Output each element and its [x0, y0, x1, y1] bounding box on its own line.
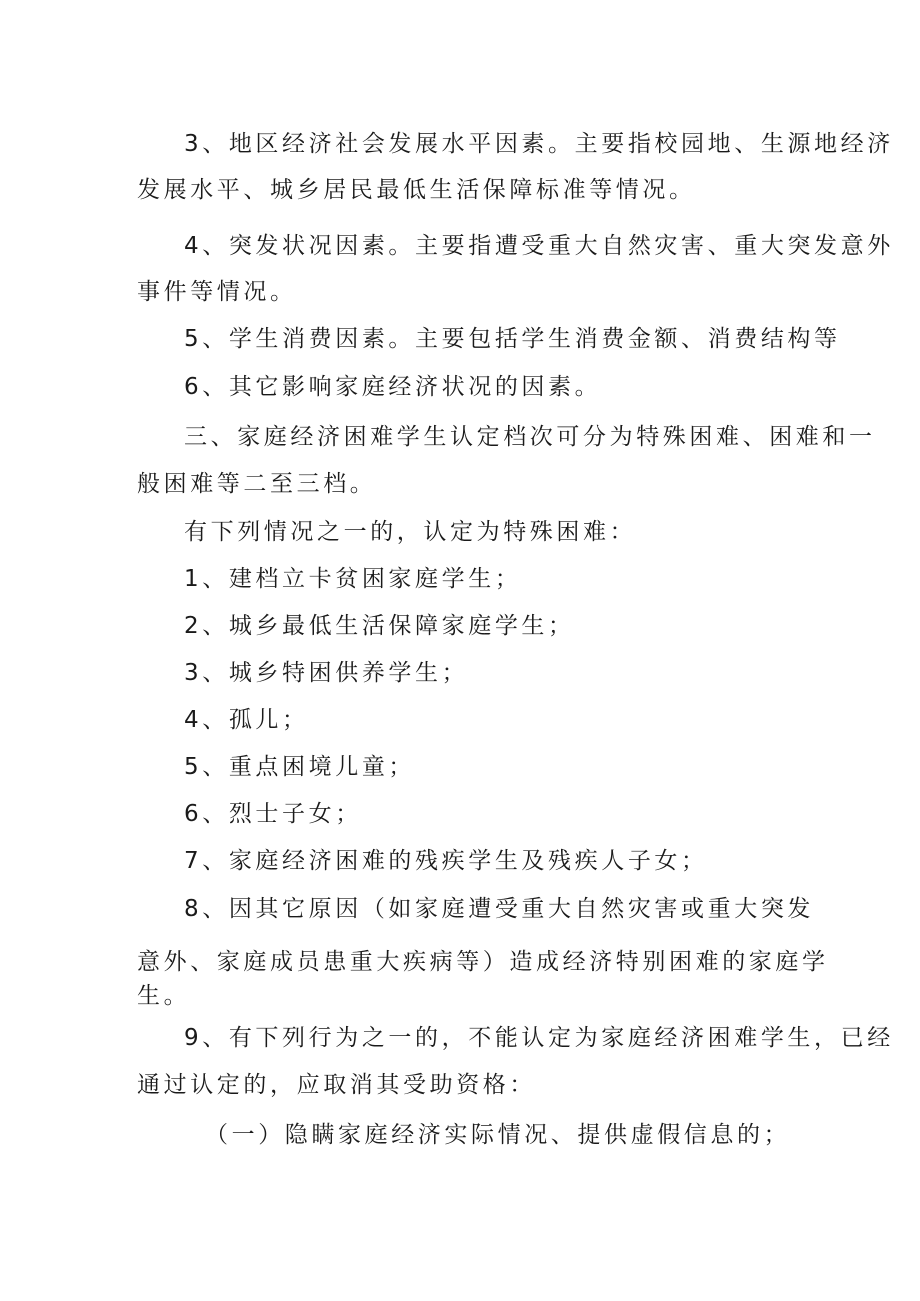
text-line: 4、突发状况因素。主要指遭受重大自然灾害、重大突发意外 — [184, 233, 894, 259]
text-line: 通过认定的，应取消其受助资格： — [137, 1072, 536, 1098]
text-line: 1、建档立卡贫困家庭学生； — [184, 566, 522, 592]
text-line: 3、地区经济社会发展水平因素。主要指校园地、生源地经济 — [184, 131, 894, 157]
text-line: 有下列情况之一的，认定为特殊困难： — [184, 519, 637, 545]
text-line: 事件等情况。 — [137, 279, 297, 305]
text-line: 般困难等二至三档。 — [137, 471, 377, 497]
text-line: 4、孤儿； — [184, 707, 309, 733]
text-line: 9、有下列行为之一的，不能认定为家庭经济困难学生，已经 — [184, 1025, 894, 1051]
text-line: （一）隐瞒家庭经济实际情况、提供虚假信息的； — [205, 1122, 791, 1148]
text-line: 生。 — [137, 983, 191, 1009]
text-line: 5、重点困境儿童； — [184, 754, 416, 780]
text-line: 发展水平、城乡居民最低生活保障标准等情况。 — [137, 177, 696, 203]
text-line: 8、因其它原因（如家庭遭受重大自然灾害或重大突发 — [184, 896, 815, 922]
text-line: 7、家庭经济困难的残疾学生及残疾人子女； — [184, 848, 708, 874]
text-line: 三、家庭经济困难学生认定档次可分为特殊困难、困难和一 — [184, 424, 876, 450]
text-line: 2、城乡最低生活保障家庭学生； — [184, 613, 575, 639]
text-line: 6、其它影响家庭经济状况的因素。 — [184, 374, 602, 400]
text-line: 意外、家庭成员患重大疾病等）造成经济特别困难的家庭学 — [137, 949, 829, 975]
text-line: 3、城乡特困供养学生； — [184, 660, 469, 686]
text-line: 6、烈士子女； — [184, 801, 362, 827]
text-line: 5、学生消费因素。主要包括学生消费金额、消费结构等 — [184, 326, 841, 352]
